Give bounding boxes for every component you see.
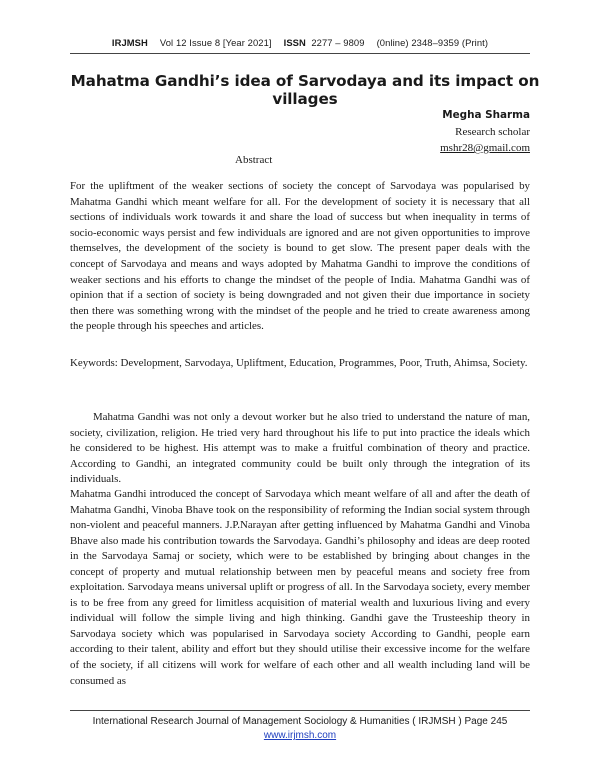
volume-issue: Vol 12 Issue 8 [Year 2021]: [159, 37, 272, 48]
author-email-link[interactable]: mshr28@gmail.com: [440, 142, 530, 154]
author-role: Research scholar: [455, 126, 530, 138]
body-paragraph-1: Mahatma Gandhi was not only a devout worker but he also tried to understand the nature of man, society, civilization, religion. He tried very hard throughout his life to put into practice the ideals which he considered to be highest. His attempt was to make a fruitful combination of theory and practice. According to Gandhi, an integrated community could be built only through the integration of its individuals.: [70, 411, 530, 486]
footer-citation: International Research Journal of Management Sociology & Humanities ( IRJMSH ) Page 245: [92, 716, 508, 727]
abstract-heading: Abstract: [235, 154, 273, 166]
author-name: Megha Sharma: [442, 109, 530, 121]
header-rule: [70, 53, 530, 54]
body-paragraph-2: Mahatma Gandhi introduced the concept of Sarvodaya which meant welfare of all and after the death of Mahatma Gandhi, Vinoba Bhave took on the responsibility of reforming the Indian social system through non-violent and peaceful manners. J.P.Narayan after getting influenced by Mahatma Gandhi and Vinoba Bhave also made his contribution towards the Sarvodaya. Gandhi’s philosophy and ideas are deep rooted in the Sarvodaya Samaj or society, which were to be established by bringing about changes in the concept of property and mutual relationship between men by peaceful means and society free from exploitation. Sarvodaya means universal uplift or progress of all. In the Sarvodaya society, every member is to be free from any greed for limitless acquisition of material wealth and luxurious living and every individual will follow the simple living and high thinking. Gandhi gave the Trusteeship theory in Sarvodaya society which was popularised in Sarvodaya society According to Gandhi, people earn according to their talent, ability and effort but they should utilise their excessive income for the welfare of the society, if all citizens will work for welfare of each other and all wealth including land will be consumed as: [70, 488, 530, 687]
journal-abbrev: IRJMSH: [111, 37, 148, 48]
abstract-text: For the upliftment of the weaker sections of society the concept of Sarvodaya was popularised by Mahatma Gandhi which meant welfare for all. For the development of society it is necessary that all sections of individuals work towards it and share the load of success but when inequality in terms of socio-economic ways persist and few individuals are ignored and are not given opportunities to improve themselves, the development of the society is bound to get slow. The present paper deals with the concept of Sarvodaya and means and ways adopted by Mahatma Gandhi to improve the conditions of weaker sections and his efforts to change the mindset of the people of India. Mahatma Gandhi was of opinion that if a section of society is being downgraded and not given their due importance in society then there was something wrong with the mindset of the people and he tried to create awareness among the people through his speeches and articles.: [70, 180, 530, 333]
journal-website-link[interactable]: www.irjmsh.com: [263, 730, 337, 741]
footer-rule: [70, 710, 530, 711]
issn-number: 2277 – 9809: [311, 37, 365, 48]
keywords-text: Keywords: Development, Sarvodaya, Upliftment, Education, Programmes, Poor, Truth, Ahimsa, Society.: [70, 357, 528, 369]
running-header: [0, 37, 600, 48]
issn-label: ISSN: [283, 37, 306, 48]
eissn-number: (0nline) 2348–9359 (Print): [376, 37, 489, 48]
paper-title: Mahatma Gandhi’s idea of Sarvodaya and its impact on villages: [70, 72, 540, 108]
